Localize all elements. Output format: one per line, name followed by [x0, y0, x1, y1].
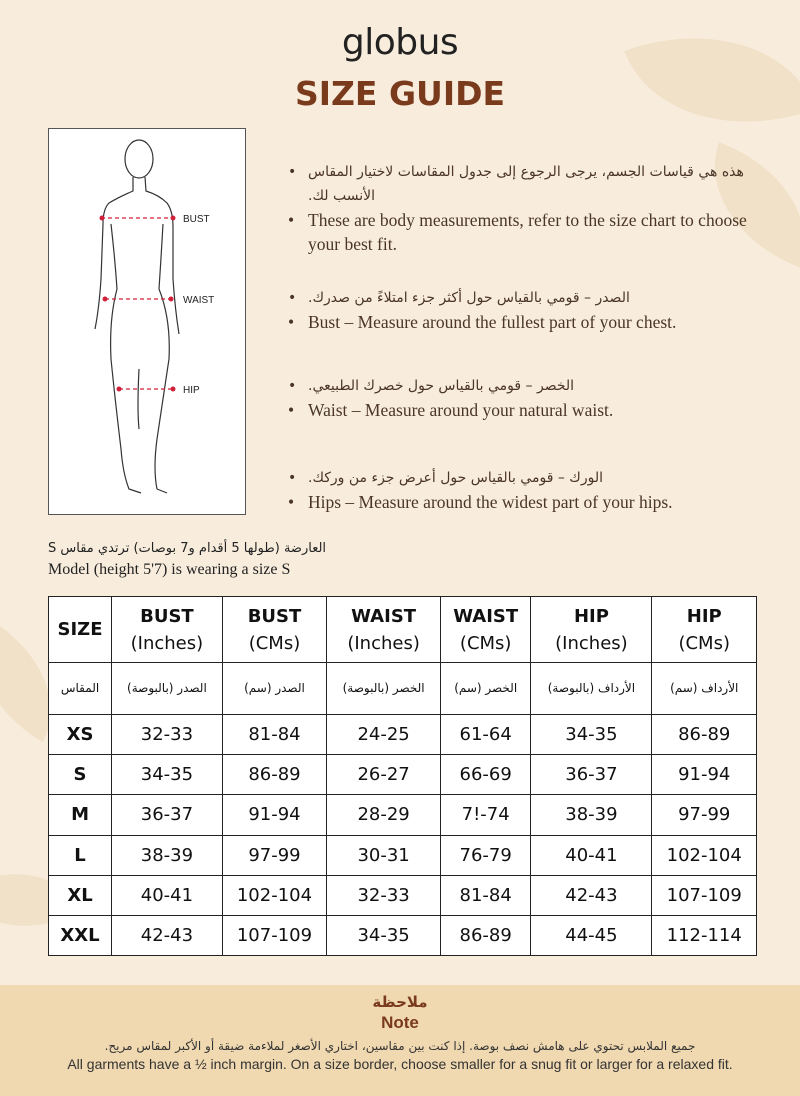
column-header-ar: الصدر (بالبوصة): [112, 663, 223, 715]
model-info: [48, 538, 326, 580]
column-header-ar: الصدر (سم): [222, 663, 326, 715]
note-text-ar: جميع الملابس تحتوي على هامش نصف بوصة. إذا كنت بين مقاسين، اختاري الأصغر لملاءمة ضيقة أو الأكبر لمقاس مريح.: [104, 1039, 696, 1053]
column-header: BUST (CMs): [222, 597, 326, 663]
table-cell: 81-84: [222, 715, 326, 755]
bullet-en: • Hips – Measure around the widest part of your hips.: [288, 490, 758, 514]
table-cell: 91-94: [652, 755, 757, 795]
table-cell: 107-109: [222, 915, 326, 955]
size-chart-table: [48, 596, 757, 956]
bullet-ar: • هذه هي قياسات الجسم، يرجى الرجوع إلى جدول المقاسات لاختيار المقاس الأنسب لك.: [288, 160, 758, 208]
model-info-en: Model (height 5'7) is wearing a size S: [48, 561, 291, 578]
table-row: [49, 835, 757, 875]
table-row: [49, 915, 757, 955]
bust-label: BUST: [183, 214, 210, 225]
table-cell: 86-89: [652, 715, 757, 755]
table-header-row: [49, 597, 757, 663]
table-cell: 112-114: [652, 915, 757, 955]
table-cell: XS: [49, 715, 112, 755]
table-cell: 7!-74: [441, 795, 531, 835]
table-cell: 34-35: [112, 755, 223, 795]
table-cell: 24-25: [327, 715, 441, 755]
bullet-en: • These are body measurements, refer to the size chart to choose your best fit.: [288, 208, 758, 256]
table-cell: 86-89: [222, 755, 326, 795]
measurement-instructions: [288, 160, 758, 544]
note-title-en: Note: [381, 1013, 419, 1032]
bullet-en: • Waist – Measure around your natural waist.: [288, 398, 758, 422]
bullet-ar: • الصدر – قومي بالقياس حول أكثر جزء امتلاءً من صدرك.: [288, 286, 758, 310]
table-cell: 44-45: [531, 915, 652, 955]
table-header-row-ar: [49, 663, 757, 715]
table-cell: 40-41: [112, 875, 223, 915]
body-measurement-figure: [48, 128, 246, 515]
column-header: WAIST (Inches): [327, 597, 441, 663]
column-header: BUST (Inches): [112, 597, 223, 663]
brand-logo: globus: [341, 22, 459, 63]
table-cell: 42-43: [531, 875, 652, 915]
table-cell: 26-27: [327, 755, 441, 795]
bullet-ar: • الخصر – قومي بالقياس حول خصرك الطبيعي.: [288, 374, 758, 398]
column-header-ar: الأرداف (بالبوصة): [531, 663, 652, 715]
table-row: [49, 755, 757, 795]
column-header-ar: الأرداف (سم): [652, 663, 757, 715]
table-cell: 66-69: [441, 755, 531, 795]
table-cell: 38-39: [112, 835, 223, 875]
table-row: [49, 875, 757, 915]
table-cell: XXL: [49, 915, 112, 955]
table-cell: 76-79: [441, 835, 531, 875]
bullet-ar: • الورك – قومي بالقياس حول أعرض جزء من وركك.: [288, 466, 758, 490]
bullet-en: • Bust – Measure around the fullest part of your chest.: [288, 310, 758, 334]
column-header: HIP (CMs): [652, 597, 757, 663]
table-cell: 34-35: [327, 915, 441, 955]
table-cell: 102-104: [222, 875, 326, 915]
table-cell: 61-64: [441, 715, 531, 755]
table-cell: 42-43: [112, 915, 223, 955]
waist-label: WAIST: [183, 295, 215, 306]
table-cell: L: [49, 835, 112, 875]
table-cell: 86-89: [441, 915, 531, 955]
column-header-ar: الخصر (سم): [441, 663, 531, 715]
model-info-ar: العارضة (طولها 5 أقدام و7 بوصات) ترتدي مقاس S: [48, 541, 327, 556]
table-cell: 102-104: [652, 835, 757, 875]
table-cell: 38-39: [531, 795, 652, 835]
page-title: SIZE GUIDE: [294, 74, 506, 113]
note-title-ar: ملاحظة: [372, 993, 428, 1011]
note-text-en: All garments have a ½ inch margin. On a size border, choose smaller for a snug fit or larger for a relaxed fit.: [67, 1056, 733, 1072]
table-cell: XL: [49, 875, 112, 915]
table-cell: 107-109: [652, 875, 757, 915]
table-cell: S: [49, 755, 112, 795]
column-header: WAIST (CMs): [441, 597, 531, 663]
column-header-ar: المقاس: [49, 663, 112, 715]
table-cell: 34-35: [531, 715, 652, 755]
hip-label: HIP: [183, 385, 200, 396]
table-cell: 97-99: [222, 835, 326, 875]
column-header: HIP (Inches): [531, 597, 652, 663]
table-cell: 40-41: [531, 835, 652, 875]
table-cell: 32-33: [327, 875, 441, 915]
column-header-ar: الخصر (بالبوصة): [327, 663, 441, 715]
table-cell: 28-29: [327, 795, 441, 835]
note-section: [0, 985, 800, 1096]
table-cell: 36-37: [112, 795, 223, 835]
table-row: [49, 795, 757, 835]
table-cell: 97-99: [652, 795, 757, 835]
table-cell: 30-31: [327, 835, 441, 875]
column-header: SIZE: [49, 597, 112, 663]
table-cell: 36-37: [531, 755, 652, 795]
table-cell: M: [49, 795, 112, 835]
table-row: [49, 715, 757, 755]
table-cell: 91-94: [222, 795, 326, 835]
table-cell: 32-33: [112, 715, 223, 755]
table-cell: 81-84: [441, 875, 531, 915]
